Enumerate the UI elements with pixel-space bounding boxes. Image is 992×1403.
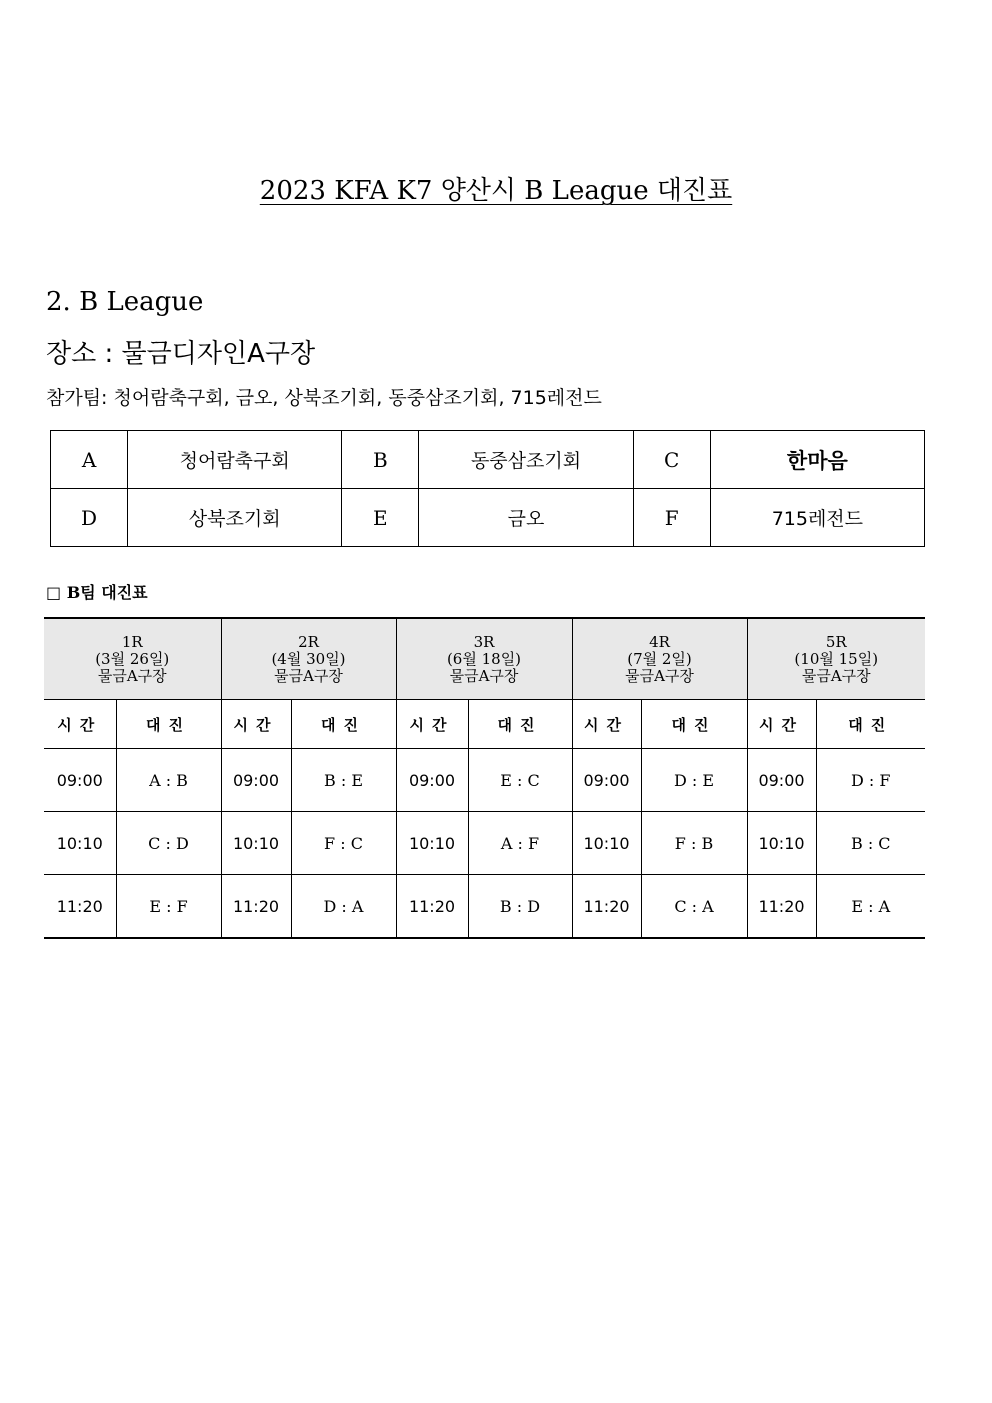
team-name: 동중삼조기회 xyxy=(419,431,633,489)
time-header: 시간 xyxy=(396,700,468,749)
teams-table xyxy=(50,430,925,547)
game-time: 11:20 xyxy=(747,875,816,939)
column-header-row xyxy=(44,700,925,749)
round-place: 물금A구장 xyxy=(625,666,694,685)
round-place: 물금A구장 xyxy=(97,666,167,685)
round-date: (3월 26일) xyxy=(95,649,170,668)
round-header xyxy=(221,618,396,700)
game-match: E : F xyxy=(116,875,221,939)
time-header: 시간 xyxy=(44,700,116,749)
round-date: (4월 30일) xyxy=(271,649,346,668)
round-header xyxy=(572,618,747,700)
round-date: (7월 2일) xyxy=(627,649,692,668)
time-header: 시간 xyxy=(572,700,641,749)
schedule-table xyxy=(44,617,925,939)
team-name: 청어람축구회 xyxy=(128,431,342,489)
match-header: 대진 xyxy=(291,700,396,749)
match-header: 대진 xyxy=(816,700,925,749)
game-time: 09:00 xyxy=(44,749,116,812)
game-time: 10:10 xyxy=(747,812,816,875)
rounds-header-row xyxy=(44,618,925,700)
game-time: 11:20 xyxy=(221,875,291,939)
team-name: 715레전드 xyxy=(710,489,924,547)
participants-line: 참가팀: 청어람축구회, 금오, 상북조기회, 동중삼조기회, 715레전드 xyxy=(46,387,602,409)
game-match: D : E xyxy=(641,749,747,812)
venue-line: 장소 : 물금디자인A구장 xyxy=(46,339,316,369)
time-header: 시간 xyxy=(747,700,816,749)
team-code: E xyxy=(342,489,419,547)
team-code: C xyxy=(633,431,710,489)
game-match: B : E xyxy=(291,749,396,812)
game-match: A : B xyxy=(116,749,221,812)
round-label: 2R xyxy=(298,632,319,651)
game-match: E : A xyxy=(816,875,925,939)
game-time: 10:10 xyxy=(396,812,468,875)
round-label: 3R xyxy=(473,632,495,651)
round-date: (10월 15일) xyxy=(794,649,879,668)
game-time: 10:10 xyxy=(221,812,291,875)
round-label: 5R xyxy=(825,632,847,651)
game-time: 11:20 xyxy=(396,875,468,939)
round-place: 물금A구장 xyxy=(801,666,871,685)
round-header xyxy=(396,618,572,700)
game-match: F : C xyxy=(291,812,396,875)
schedule-heading: □ B팀 대진표 xyxy=(46,583,148,602)
schedule-row xyxy=(44,812,925,875)
game-match: E : C xyxy=(468,749,572,812)
round-date: (6월 18일) xyxy=(446,649,522,668)
game-match: D : F xyxy=(816,749,925,812)
game-time: 09:00 xyxy=(396,749,468,812)
game-match: F : B xyxy=(641,812,747,875)
match-header: 대진 xyxy=(116,700,221,749)
time-header: 시간 xyxy=(221,700,291,749)
document-title-text: 2023 KFA K7 양산시 B League 대진표 xyxy=(259,176,733,206)
team-code: D xyxy=(51,489,128,547)
game-time: 10:10 xyxy=(44,812,116,875)
teams-row xyxy=(51,431,925,489)
team-name: 금오 xyxy=(419,489,633,547)
round-place: 물금A구장 xyxy=(449,666,519,685)
team-code: A xyxy=(51,431,128,489)
game-time: 11:20 xyxy=(44,875,116,939)
game-match: D : A xyxy=(291,875,396,939)
team-name: 상북조기회 xyxy=(128,489,342,547)
team-code: B xyxy=(342,431,419,489)
round-place: 물금A구장 xyxy=(274,666,343,685)
round-label: 4R xyxy=(649,632,670,651)
section-heading: 2. B League xyxy=(46,287,204,317)
team-name: 한마음 xyxy=(710,431,924,489)
document-title xyxy=(0,170,992,207)
game-time: 09:00 xyxy=(221,749,291,812)
schedule-row xyxy=(44,749,925,812)
match-header: 대진 xyxy=(641,700,747,749)
game-match: B : C xyxy=(816,812,925,875)
match-header: 대진 xyxy=(468,700,572,749)
round-header xyxy=(747,618,925,700)
round-label: 1R xyxy=(121,632,143,651)
game-time: 09:00 xyxy=(747,749,816,812)
game-match: C : D xyxy=(116,812,221,875)
game-match: B : D xyxy=(468,875,572,939)
round-header xyxy=(44,618,221,700)
team-code: F xyxy=(633,489,710,547)
game-time: 09:00 xyxy=(572,749,641,812)
schedule-row xyxy=(44,875,925,939)
game-time: 11:20 xyxy=(572,875,641,939)
teams-row xyxy=(51,489,925,547)
game-time: 10:10 xyxy=(572,812,641,875)
game-match: A : F xyxy=(468,812,572,875)
game-match: C : A xyxy=(641,875,747,939)
